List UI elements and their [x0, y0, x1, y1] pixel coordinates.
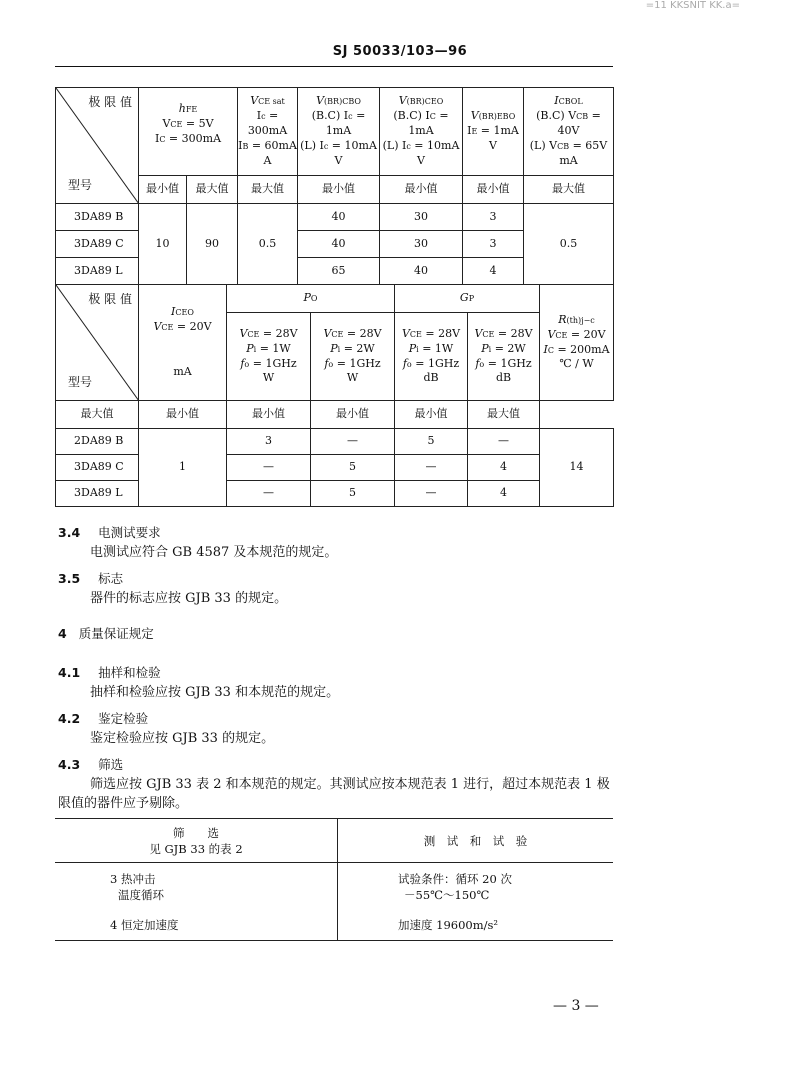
limits-table-1: [55, 87, 614, 285]
gp1-value: —: [395, 455, 468, 481]
table-row: [56, 429, 614, 455]
vbrebo-header: V(BR)EBO IE = 1mA V: [463, 88, 524, 176]
gp-header: GP: [395, 285, 540, 313]
minmax-label: 最小值: [380, 176, 463, 204]
screening-item: 3 热冲击 温度循环: [55, 863, 338, 911]
section-body: 电测试应符合 GB 4587 及本规范的规定。: [90, 544, 338, 560]
vebo-value: 4: [463, 258, 524, 285]
hfe-max-value: 90: [187, 204, 238, 285]
po2-value: —: [311, 429, 395, 455]
table2-corner-cell: [56, 285, 139, 401]
vcesat-value: 0.5: [238, 204, 298, 285]
minmax-label: 最小值: [139, 401, 227, 429]
table-row: [56, 204, 614, 231]
hfe-min-value: 10: [139, 204, 187, 285]
type-label: 3DA89 L: [56, 258, 139, 285]
gp1-value: —: [395, 481, 468, 507]
po-cond-2: VCE = 28V Pi = 2W fo = 1GHz W: [311, 313, 395, 401]
screening-header-right: 测 试 和 试 验: [338, 819, 614, 863]
corner-limit-label: 极 限 值: [88, 292, 132, 306]
gp-cond-2: VCE = 28V Pi = 2W fo = 1GHz dB: [468, 313, 540, 401]
rth-value: 14: [540, 429, 614, 507]
document-header: SJ 50033/103—96: [332, 44, 468, 59]
vcbo-value: 65: [298, 258, 380, 285]
screening-condition: 试验条件：循环 20 次 －55℃～150℃: [398, 871, 512, 902]
table1-corner-cell: [56, 88, 139, 204]
minmax-label: 最大值: [56, 401, 139, 429]
iceo-value: 1: [139, 429, 227, 507]
gp1-value: 5: [395, 429, 468, 455]
vebo-value: 3: [463, 231, 524, 258]
vcbo-value: 40: [298, 204, 380, 231]
vceo-value: 30: [380, 204, 463, 231]
po1-value: —: [227, 481, 311, 507]
screening-item: 4 恒定加速度: [55, 911, 338, 941]
section-body: 鉴定检验应按 GJB 33 的规定。: [90, 730, 275, 746]
table1-minmax-row: [56, 176, 614, 204]
minmax-label: 最大值: [187, 176, 238, 204]
minmax-label: 最大值: [468, 401, 540, 429]
vcbo-value: 40: [298, 231, 380, 258]
header-rule: [55, 66, 613, 67]
section-4-1: 4.1 抽样和检验 抽样和检验应按 GJB 33 和本规范的规定。: [58, 664, 618, 702]
vbrceo-header: V(BR)CEO (B.C) IC = 1mA (L) Ic = 10mA V: [380, 88, 463, 176]
table-row: [55, 911, 613, 941]
po1-value: 3: [227, 429, 311, 455]
vbrcbo-header: V(BR)CBO (B.C) Ic = 1mA (L) Ic = 10mA V: [298, 88, 380, 176]
icbol-value: 0.5: [524, 204, 614, 285]
gp2-value: 4: [468, 455, 540, 481]
hfe-header: hFE VCE = 5V IC = 300mA: [139, 88, 238, 176]
screening-condition: 加速度 19600m/s²: [338, 911, 614, 941]
vcesat-header: VCE sat Ic = 300mA IB = 60mA A: [238, 88, 298, 176]
iceo-header: ICEO VCE = 20V mA: [139, 285, 227, 401]
type-label: 3DA89 C: [56, 231, 139, 258]
gp2-value: —: [468, 429, 540, 455]
vceo-value: 40: [380, 258, 463, 285]
page-number: — 3 —: [553, 998, 599, 1014]
table-row: [55, 863, 613, 911]
gp-cond-1: VCE = 28V Pi = 1W fo = 1GHz dB: [395, 313, 468, 401]
screening-table: [55, 818, 613, 941]
section-4-2: 4.2 鉴定检验 鉴定检验应按 GJB 33 的规定。: [58, 710, 618, 748]
limits-table-2: [55, 284, 614, 507]
minmax-label: 最大值: [524, 176, 614, 204]
screening-header-left: 筛 选 见 GJB 33 的表 2: [55, 819, 338, 863]
type-label: 2DA89 B: [56, 429, 139, 455]
po1-value: —: [227, 455, 311, 481]
scan-stamp: =11 KKSNIT KK.a=: [645, 0, 740, 11]
minmax-label: 最小值: [139, 176, 187, 204]
minmax-label: 最小值: [395, 401, 468, 429]
minmax-label: 最小值: [227, 401, 311, 429]
section-3-5: 3.5 标志 器件的标志应按 GJB 33 的规定。: [58, 570, 618, 608]
vceo-value: 30: [380, 231, 463, 258]
type-label: 3DA89 L: [56, 481, 139, 507]
icbol-header: ICBOL (B.C) VCB = 40V (L) VCB = 65V mA: [524, 88, 614, 176]
corner-limit-label: 极 限 值: [88, 95, 132, 109]
section-body: 器件的标志应按 GJB 33 的规定。: [90, 590, 288, 606]
minmax-label: 最小值: [311, 401, 395, 429]
table2-minmax-row: [56, 401, 614, 429]
section-body: 抽样和检验应按 GJB 33 和本规范的规定。: [90, 684, 340, 700]
minmax-label: 最小值: [463, 176, 524, 204]
po-cond-1: VCE = 28V Pi = 1W fo = 1GHz W: [227, 313, 311, 401]
vebo-value: 3: [463, 204, 524, 231]
rth-header: R(th)j−c VCE = 20V IC = 200mA ℃ / W: [540, 285, 614, 401]
type-label: 3DA89 C: [56, 455, 139, 481]
minmax-label: 最小值: [298, 176, 380, 204]
corner-type-label: 型号: [68, 374, 93, 389]
gp2-value: 4: [468, 481, 540, 507]
section-3-4: 3.4 电测试要求 电测试应符合 GB 4587 及本规范的规定。: [58, 524, 618, 562]
section-4-3: 4.3 筛选 筛选应按 GJB 33 表 2 和本规范的规定。其测试应按本规范表 1 进行，超过本规范表 1 极 限值的器件应予剔除。: [58, 756, 628, 814]
corner-type-label: 型号: [68, 177, 93, 192]
po2-value: 5: [311, 455, 395, 481]
section-body-cont: 限值的器件应予剔除。: [58, 796, 189, 812]
section-4: 4 质量保证规定: [58, 626, 154, 641]
section-body: 筛选应按 GJB 33 表 2 和本规范的规定。其测试应按本规范表 1 进行，超过本规范表 1 极: [90, 776, 610, 792]
po2-value: 5: [311, 481, 395, 507]
minmax-label: 最大值: [238, 176, 298, 204]
po-header: PO: [227, 285, 395, 313]
type-label: 3DA89 B: [56, 204, 139, 231]
